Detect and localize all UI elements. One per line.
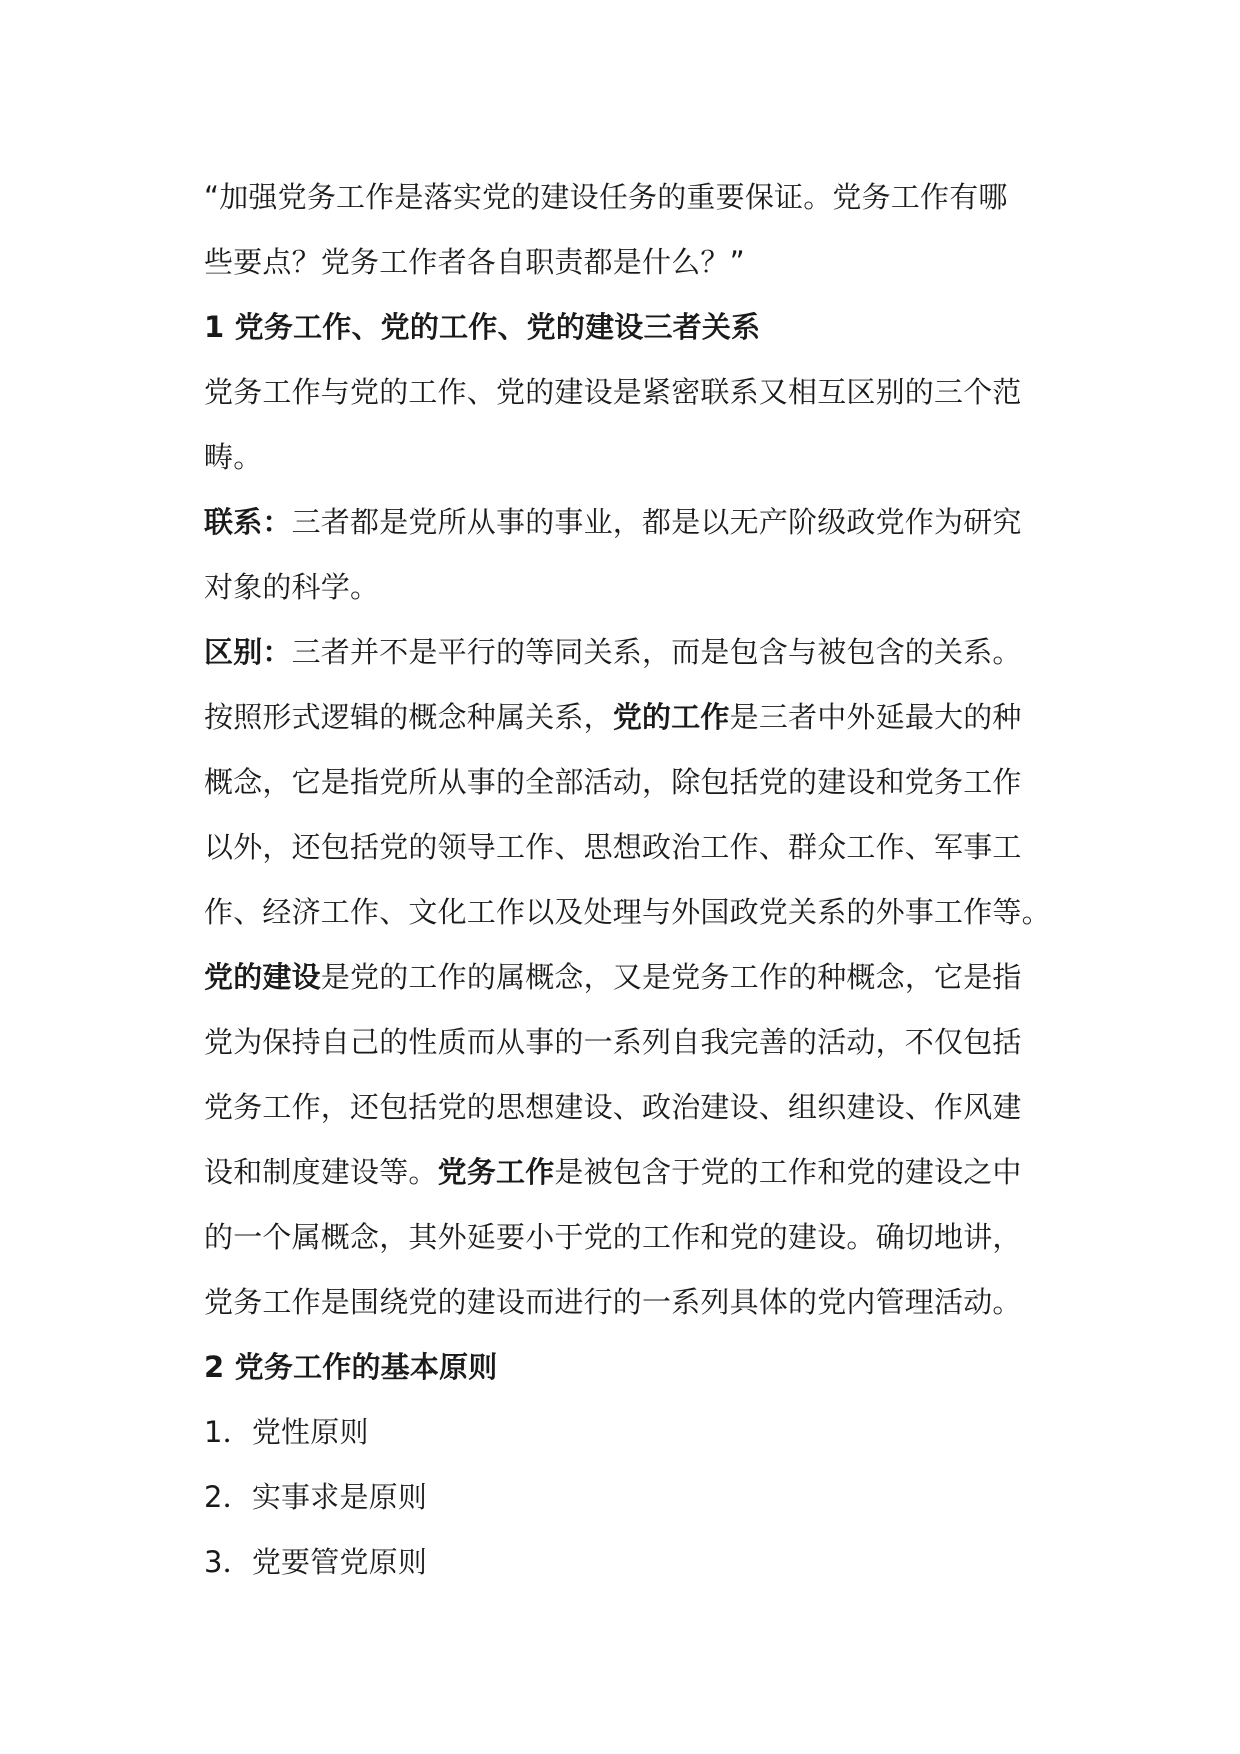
section-2-heading: 2 党务工作的基本原则 bbox=[204, 1350, 498, 1384]
qubie-line bbox=[204, 620, 1044, 685]
text-span: 是党的工作的属概念，又是党务工作的种概念，它是指 bbox=[320, 960, 1022, 994]
paragraph-line bbox=[204, 945, 1044, 1010]
lianxi-line-2: 对象的科学。 bbox=[204, 570, 380, 604]
lianxi-line-1 bbox=[204, 490, 1044, 555]
qubie-text: 三者并不是平行的等同关系，而是包含与被包含的关系。 bbox=[291, 635, 1022, 669]
paragraph-line: 党务工作是围绕党的建设而进行的一系列具体的党内管理活动。 bbox=[204, 1285, 1022, 1319]
principle-list-item: 3．党要管党原则 bbox=[204, 1545, 428, 1579]
paragraph-line bbox=[204, 1140, 1044, 1205]
principle-list-item: 2．实事求是原则 bbox=[204, 1480, 428, 1514]
paragraph-line: 以外，还包括党的领导工作、思想政治工作、群众工作、军事工 bbox=[204, 830, 1022, 864]
paragraph-line: 畴。 bbox=[204, 440, 263, 474]
paragraph-line: 党务工作，还包括党的思想建设、政治建设、组织建设、作风建 bbox=[204, 1090, 1022, 1124]
paragraph-line: 的一个属概念，其外延要小于党的工作和党的建设。确切地讲， bbox=[204, 1220, 1022, 1254]
text-span: 是被包含于党的工作和党的建设之中 bbox=[554, 1155, 1022, 1189]
section-1-heading: 1 党务工作、党的工作、党的建设三者关系 bbox=[204, 310, 761, 344]
paragraph-line bbox=[204, 685, 1044, 750]
qubie-label: 区别： bbox=[204, 635, 292, 669]
principle-list-item: 1．党性原则 bbox=[204, 1415, 369, 1449]
bold-term-dangwu-gongzuo: 党务工作 bbox=[437, 1155, 555, 1189]
text-span: 是三者中外延最大的种 bbox=[729, 700, 1022, 734]
paragraph-line: 党务工作与党的工作、党的建设是紧密联系又相互区别的三个范 bbox=[204, 375, 1022, 409]
text-span: 按照形式逻辑的概念种属关系， bbox=[204, 700, 613, 734]
intro-line-2: 些要点？党务工作者各自职责都是什么？” bbox=[204, 245, 745, 279]
paragraph-line: 党为保持自己的性质而从事的一系列自我完善的活动，不仅包括 bbox=[204, 1025, 1022, 1059]
bold-term-dang-de-jianshe: 党的建设 bbox=[204, 960, 321, 994]
paragraph-line: 概念，它是指党所从事的全部活动，除包括党的建设和党务工作 bbox=[204, 765, 1022, 799]
lianxi-text: 三者都是党所从事的事业，都是以无产阶级政党作为研究 bbox=[291, 505, 1022, 539]
lianxi-label: 联系： bbox=[204, 505, 292, 539]
document-body bbox=[204, 165, 1051, 1595]
bold-term-dang-de-gongzuo: 党的工作 bbox=[612, 700, 730, 734]
paragraph-line: 作、经济工作、文化工作以及处理与外国政党关系的外事工作等。 bbox=[204, 895, 1051, 929]
intro-line-1: “加强党务工作是落实党的建设任务的重要保证。党务工作有哪 bbox=[204, 180, 1008, 214]
text-span: 设和制度建设等。 bbox=[204, 1155, 438, 1189]
